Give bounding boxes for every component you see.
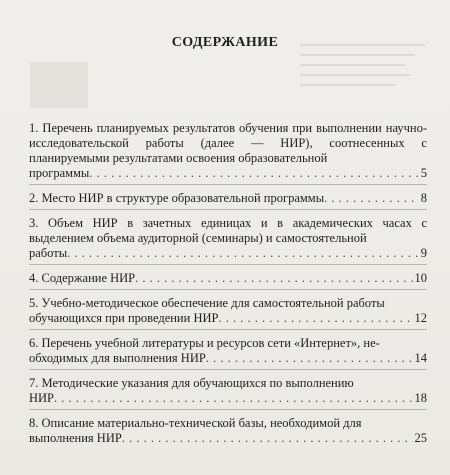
page-number: 12 (414, 311, 427, 325)
dot-leader (67, 246, 419, 261)
toc-entry-body: 7. Методические указания для обучающихся по выполнению (29, 376, 354, 390)
dot-leader (54, 391, 412, 406)
toc-entry-4 (29, 271, 427, 290)
toc-entry-last-line (29, 391, 427, 406)
toc-entry-last-line (29, 166, 427, 181)
dot-leader (135, 271, 412, 286)
toc-entry-3 (29, 216, 427, 265)
toc-entry-6 (29, 336, 427, 370)
page-number: 8 (420, 191, 427, 205)
toc-entry-tail: работы (29, 246, 68, 260)
page-number: 10 (414, 271, 427, 285)
page-number: 18 (414, 391, 427, 405)
toc-entry-body: 8. Описание материально-технической базы, необходимой для (29, 416, 362, 430)
toc-entry-body: 3. Объем НИР в зачетных единицах и в академических часах с выделением объема аудиторной (семинары) и самостоятельной (29, 216, 427, 245)
dot-leader (206, 351, 413, 366)
page-number: 14 (414, 351, 427, 365)
toc-entry-5 (29, 296, 427, 330)
toc-entry-last-line (29, 271, 427, 286)
toc-entry-last-line (29, 431, 427, 446)
toc-entry-last-line (29, 246, 427, 261)
toc-entry-8 (29, 416, 427, 449)
page-number: 9 (420, 246, 427, 260)
toc-entry-2 (29, 191, 427, 210)
toc-entry-body: 6. Перечень учебной литературы и ресурсов сети «Интернет», не- (29, 336, 380, 350)
dot-leader (122, 431, 413, 446)
toc-entry-last-line (29, 351, 427, 366)
toc-entry-tail: 4. Содержание НИР (29, 271, 136, 285)
toc-entry-last-line (29, 311, 427, 326)
table-of-contents (29, 121, 427, 455)
show-through-text (300, 44, 425, 114)
toc-entry-body: 1. Перечень планируемых результатов обучения при выполнении научно-исследовательской работы (далее — НИР), соотнесенных с планируемыми результатами освоения образовательной (29, 121, 427, 165)
toc-entry-tail: обучающихся при проведении НИР (29, 311, 219, 325)
toc-entry-body: 5. Учебно-методическое обеспечение для самостоятельной работы (29, 296, 385, 310)
toc-entry-tail: обходимых для выполнения НИР (29, 351, 206, 365)
dot-leader (89, 166, 418, 181)
show-through-image (30, 62, 88, 108)
page-number: 5 (420, 166, 427, 180)
page-title: СОДЕРЖАНИЕ (171, 35, 279, 50)
toc-entry-tail: выполнения НИР (29, 431, 122, 445)
toc-entry-tail: НИР (29, 391, 55, 405)
toc-entry-1 (29, 121, 427, 185)
page-number: 25 (414, 431, 427, 445)
dot-leader (324, 191, 419, 206)
dot-leader (218, 311, 412, 326)
toc-entry-last-line (29, 191, 427, 206)
toc-entry-tail: 2. Место НИР в структуре образовательной программы (29, 191, 325, 205)
toc-entry-7 (29, 376, 427, 410)
toc-entry-tail: программы (29, 166, 90, 180)
